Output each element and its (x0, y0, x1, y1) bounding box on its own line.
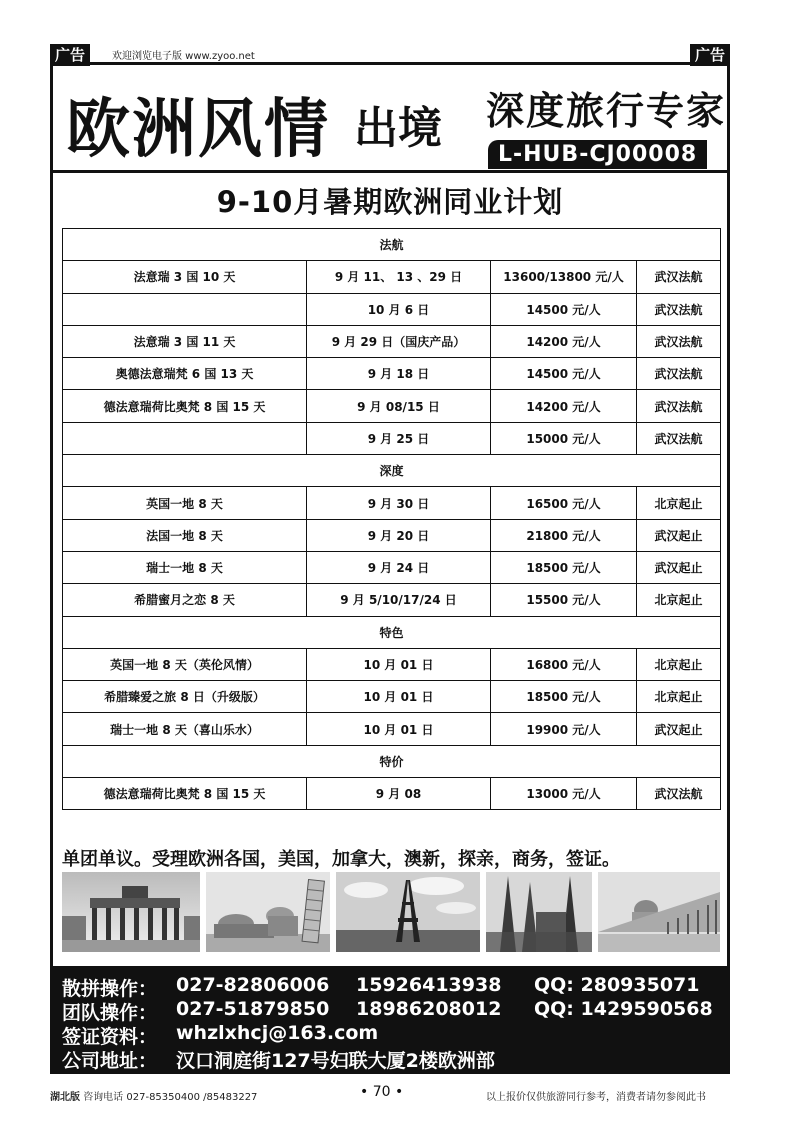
cathedral-photo (486, 872, 592, 952)
price-table (62, 228, 721, 810)
date-cell: 10 月 01 日 (307, 713, 491, 745)
airline-cell: 北京起止 (637, 681, 721, 713)
price-cell: 13000 元/人 (491, 778, 637, 810)
address-label: 公司地址： (62, 1050, 158, 1072)
section-title: 深度 (63, 455, 721, 487)
contact-label-1: 散拼操作： (62, 978, 158, 1000)
airline-cell: 武汉法航 (637, 422, 721, 454)
footer-phone: 027-85350400 /85483227 (126, 1092, 258, 1103)
airline-cell: 武汉起止 (637, 551, 721, 583)
section-title: 法航 (63, 229, 721, 261)
contact-phone-1: 027-82806006 (176, 974, 330, 996)
date-cell: 9 月 29 日（国庆产品） (307, 325, 491, 357)
visa-label: 签证资料： (62, 1026, 158, 1048)
route-cell: 奥德法意瑞梵 6 国 13 天 (63, 358, 307, 390)
footer-edition: 湖北版 (50, 1092, 80, 1103)
route-cell: 希腊蜜月之恋 8 天 (63, 584, 307, 616)
route-cell: 德法意瑞荷比奥梵 8 国 15 天 (63, 778, 307, 810)
price-cell: 21800 元/人 (491, 519, 637, 551)
date-cell: 9 月 5/10/17/24 日 (307, 584, 491, 616)
route-cell (63, 293, 307, 325)
contact-mobile-2: 18986208012 (356, 998, 502, 1020)
airline-cell: 武汉起止 (637, 713, 721, 745)
section-title: 特价 (63, 745, 721, 777)
footer-phone-label: 咨询电话 (83, 1092, 124, 1103)
date-cell: 10 月 6 日 (307, 293, 491, 325)
route-cell: 瑞士一地 8 天 (63, 551, 307, 583)
contact-mobile-1: 15926413938 (356, 974, 502, 996)
table-row (63, 293, 721, 325)
table-row (63, 519, 721, 551)
table-row (63, 325, 721, 357)
header-divider (50, 170, 730, 173)
ad-label-right: 广告 (690, 44, 730, 66)
table-row (63, 648, 721, 680)
airline-cell: 武汉起止 (637, 519, 721, 551)
price-cell: 15000 元/人 (491, 422, 637, 454)
plan-title: 9-10月暑期欧洲同业计划 (216, 185, 564, 219)
airline-cell: 北京起止 (637, 584, 721, 616)
ad-label-left: 广告 (50, 44, 90, 66)
price-cell: 18500 元/人 (491, 681, 637, 713)
date-cell: 9 月 24 日 (307, 551, 491, 583)
airline-cell: 北京起止 (637, 648, 721, 680)
date-cell: 9 月 08/15 日 (307, 390, 491, 422)
table-row (63, 584, 721, 616)
brand-name: 欧洲风情 (66, 93, 330, 167)
route-cell: 英国一地 8 天（英伦风情） (63, 648, 307, 680)
pisa-tower-photo (206, 872, 330, 952)
table-row (63, 261, 721, 293)
section-header-row (63, 455, 721, 487)
table-row (63, 681, 721, 713)
airline-cell: 北京起止 (637, 487, 721, 519)
price-cell: 16800 元/人 (491, 648, 637, 680)
license-code: L-HUB-CJ00008 (488, 140, 707, 169)
airline-cell: 武汉法航 (637, 325, 721, 357)
price-cell: 18500 元/人 (491, 551, 637, 583)
price-cell: 15500 元/人 (491, 584, 637, 616)
footer-left (50, 1088, 257, 1103)
section-header-row (63, 616, 721, 648)
price-cell: 14500 元/人 (491, 293, 637, 325)
eiffel-tower-photo (336, 872, 480, 952)
contact-phone-2: 027-51879850 (176, 998, 330, 1020)
airline-cell: 武汉法航 (637, 778, 721, 810)
route-cell: 法意瑞 3 国 11 天 (63, 325, 307, 357)
brand-sub: 出境 (354, 103, 442, 154)
section-title: 特色 (63, 616, 721, 648)
table-row (63, 358, 721, 390)
section-header-row (63, 229, 721, 261)
section-header-row (63, 745, 721, 777)
price-cell: 19900 元/人 (491, 713, 637, 745)
address-value: 汉口洞庭街127号妇联大厦2楼欧洲部 (176, 1050, 495, 1072)
route-cell: 法意瑞 3 国 10 天 (63, 261, 307, 293)
date-cell: 9 月 30 日 (307, 487, 491, 519)
visa-email: whzlxhcj@163.com (176, 1022, 379, 1044)
date-cell: 9 月 20 日 (307, 519, 491, 551)
table-row (63, 487, 721, 519)
airline-cell: 武汉法航 (637, 261, 721, 293)
st-peters-square-photo (598, 872, 720, 952)
route-cell: 英国一地 8 天 (63, 487, 307, 519)
site-text: 欢迎浏览电子版 www.zyoo.net (112, 51, 255, 62)
route-cell: 德法意瑞荷比奥梵 8 国 15 天 (63, 390, 307, 422)
price-cell: 14500 元/人 (491, 358, 637, 390)
airline-cell: 武汉法航 (637, 390, 721, 422)
table-row (63, 422, 721, 454)
date-cell: 9 月 18 日 (307, 358, 491, 390)
price-cell: 16500 元/人 (491, 487, 637, 519)
price-cell: 14200 元/人 (491, 390, 637, 422)
date-cell: 9 月 08 (307, 778, 491, 810)
route-cell: 瑞士一地 8 天（喜山乐水） (63, 713, 307, 745)
date-cell: 9 月 11、 13 、29 日 (307, 261, 491, 293)
contact-qq-1: QQ: 280935071 (534, 974, 700, 996)
page-number-wrap: • 70 • (360, 1084, 404, 1100)
date-cell: 10 月 01 日 (307, 648, 491, 680)
price-cell: 13600/13800 元/人 (491, 261, 637, 293)
table-row (63, 713, 721, 745)
table-row (63, 390, 721, 422)
date-cell: 9 月 25 日 (307, 422, 491, 454)
brandenburg-gate-photo (62, 872, 200, 952)
table-row (63, 551, 721, 583)
brand-slogan: 深度旅行专家 (486, 89, 727, 133)
table-row (63, 778, 721, 810)
footer-disclaimer: 以上报价仅供旅游同行参考，消费者请勿参阅此书 (486, 1092, 706, 1103)
route-cell: 法国一地 8 天 (63, 519, 307, 551)
route-cell (63, 422, 307, 454)
route-cell: 希腊臻爱之旅 8 日（升级版） (63, 681, 307, 713)
tagline: 单团单议。受理欧洲各国，美国，加拿大，澳新，探亲，商务，签证。 (62, 849, 620, 870)
contact-qq-2: QQ: 1429590568 (534, 998, 713, 1020)
page-number: 70 (372, 1084, 391, 1100)
contact-block (50, 966, 730, 1074)
airline-cell: 武汉法航 (637, 293, 721, 325)
airline-cell: 武汉法航 (637, 358, 721, 390)
price-cell: 14200 元/人 (491, 325, 637, 357)
contact-label-2: 团队操作： (62, 1002, 158, 1024)
date-cell: 10 月 01 日 (307, 681, 491, 713)
